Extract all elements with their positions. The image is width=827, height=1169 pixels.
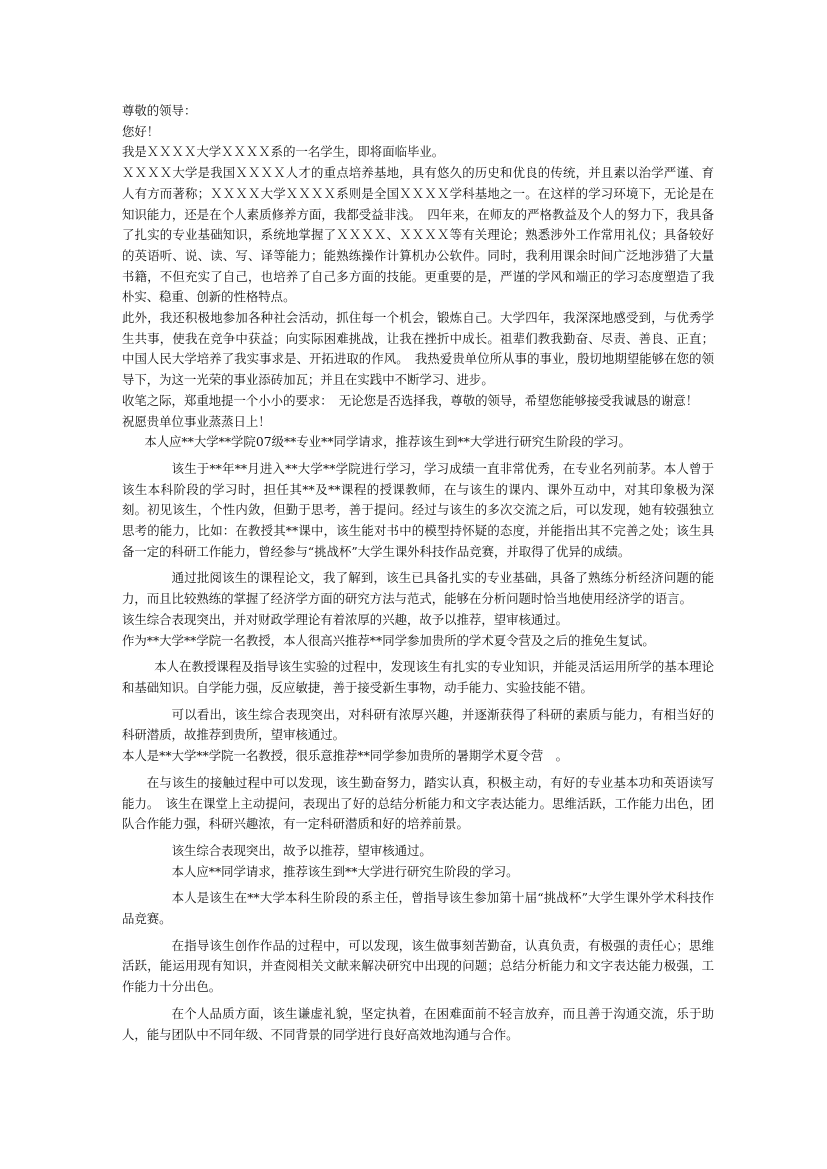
- recommendation-4-role: 本人是该生在**大学本科生阶段的系主任，曾指导该生参加第十届“挑战杯”大学生课外学术科技作品竞赛。: [122, 890, 714, 927]
- recommendation-2-intro: 作为**大学**学院一名教授，本人很高兴推荐**同学参加贵所的学术夏令营及之后的推免生复试。: [122, 632, 655, 648]
- recommendation-4-intro: 本人应**同学请求，推荐该生到**大学进行研究生阶段的学习。: [171, 863, 519, 879]
- recommendation-1-paper: 通过批阅该生的课程论文，我了解到，该生已具备扎实的专业基础，具备了熟练分析经济问题的能力，而且比较熟练的掌握了经济学方面的研究方法与范式，能够在分析问题时恰当地使用经济学的语言。: [122, 570, 714, 607]
- paragraph-closing-request: 收笔之际，郑重地提一个小小的要求： 无论您是否选择我，尊敬的领导，希望您能够接受我诚恳的谢意！: [122, 392, 699, 408]
- greeting: 您好！: [122, 123, 160, 139]
- paragraph-activities: 此外，我还积极地参加各种社会活动，抓住每一个机会，锻炼自己。大学四年，我深深地感受到，与优秀学生共事，使我在竞争中获益；向实际困难挑战，让我在挫折中成长。祖辈们教我勤奋、尽责、善良、正直；中国人民大学培养了我实事求是、开拓进取的作风。 我热爱贵单位所从事的事业，殷切地期望能够在您的领导下，为这一光荣的事业添砖加瓦；并且在实践中不断学习、进步。: [122, 310, 714, 388]
- document-body: [122, 101, 714, 1045]
- recommendation-2-body: 本人在教授课程及指导该生实验的过程中，发现该生有扎实的专业知识，并能灵活运用所学的基本理论和基础知识。自学能力强，反应敏捷，善于接受新生事物，动手能力、实验技能不错。: [122, 659, 714, 695]
- paragraph-intro: 我是ＸＸＸＸ大学ＸＸＸＸ系的一名学生，即将面临毕业。: [122, 144, 445, 160]
- paragraph-wishes: 祝愿贵单位事业蒸蒸日上！: [122, 413, 271, 429]
- recommendation-2-conclusion: 可以看出，该生综合表现突出，对科研有浓厚兴趣，并逐渐获得了科研的素质与能力，有相当好的科研潜质，故推荐到贵所，望审核通过。: [122, 706, 714, 743]
- recommendation-1-body: 该生于**年**月进入**大学**学院进行学习，学习成绩一直非常优秀，在专业名列前茅。本人曾于该生本科阶段的学习时，担任其**及**课程的授课教师，在与该生的课内、课外互动中，对其印象极为深刻。初见该生，个性内敛，但勤于思考，善于提问。经过与该生的多次交流之后，可以发现，她有较强独立思考的能力，比如：在教授其**课中，该生能对书中的模型持怀疑的态度，并能指出其不完善之处；该生具备一定的科研工作能力，曾经参与“挑战杯”大学生课外科技作品竞赛，并取得了优异的成绩。: [122, 460, 714, 559]
- recommendation-1-conclusion: 该生综合表现突出，并对财政学理论有着浓厚的兴趣，故予以推荐，望审核通过。: [122, 611, 569, 627]
- recommendation-3-body: 在与该生的接触过程中可以发现，该生勤奋努力，踏实认真，积极主动，有好的专业基本功和英语读写能力。 该生在课堂上主动提问，表现出了好的总结分析能力和文字表达能力。思维活跃，工作能力出色，团队合作能力强，科研兴趣浓，有一定科研潜质和好的培养前景。: [122, 774, 714, 832]
- recommendation-3-intro: 本人是**大学**学院一名教授，很乐意推荐**同学参加贵所的暑期学术夏令营 。: [122, 748, 569, 764]
- recommendation-1-intro: 本人应**大学**学院07级**专业**同学请求，推荐该生到**大学进行研究生阶段的学习。: [144, 434, 631, 450]
- recommendation-4-work: 在指导该生创作作品的过程中，可以发现，该生做事刻苦勤奋，认真负责，有极强的责任心；思维活跃，能运用现有知识，并查阅相关文献来解决研究中出现的问题；总结分析能力和文字表达能力极强，工作能力十分出色。: [122, 937, 714, 995]
- paragraph-university: ＸＸＸＸ大学是我国ＸＸＸＸ人才的重点培养基地，具有悠久的历史和优良的传统，并且素以治学严谨、育人有方而著称；ＸＸＸＸ大学ＸＸＸＸ系则是全国ＸＸＸＸ学科基地之一。在这样的学习环境下，无论是在知识能力，还是在个人素质修养方面，我都受益非浅。 四年来，在师友的严格教益及个人的努力下，我具备了扎实的专业基础知识，系统地掌握了ＸＸＸＸ、ＸＸＸＸ等有关理论；熟悉涉外工作常用礼仪；具备较好的英语听、说、读、写、译等能力；能熟练操作计算机办公软件。同时，我利用课余时间广泛地涉猎了大量书籍，不但充实了自己，也培养了自己多方面的技能。更重要的是，严谨的学风和端正的学习态度塑造了我朴实、稳重、创新的性格特点。: [122, 165, 714, 305]
- recommendation-4-character: 在个人品质方面，该生谦虚礼貌，坚定执着，在困难面前不轻言放弃，而且善于沟通交流，乐于助人，能与团队中不同年级、不同背景的同学进行良好高效地沟通与合作。: [122, 1005, 714, 1042]
- recommendation-3-conclusion: 该生综合表现突出，故予以推荐，望审核通过。: [171, 842, 432, 858]
- salutation: 尊敬的领导：: [122, 103, 197, 118]
